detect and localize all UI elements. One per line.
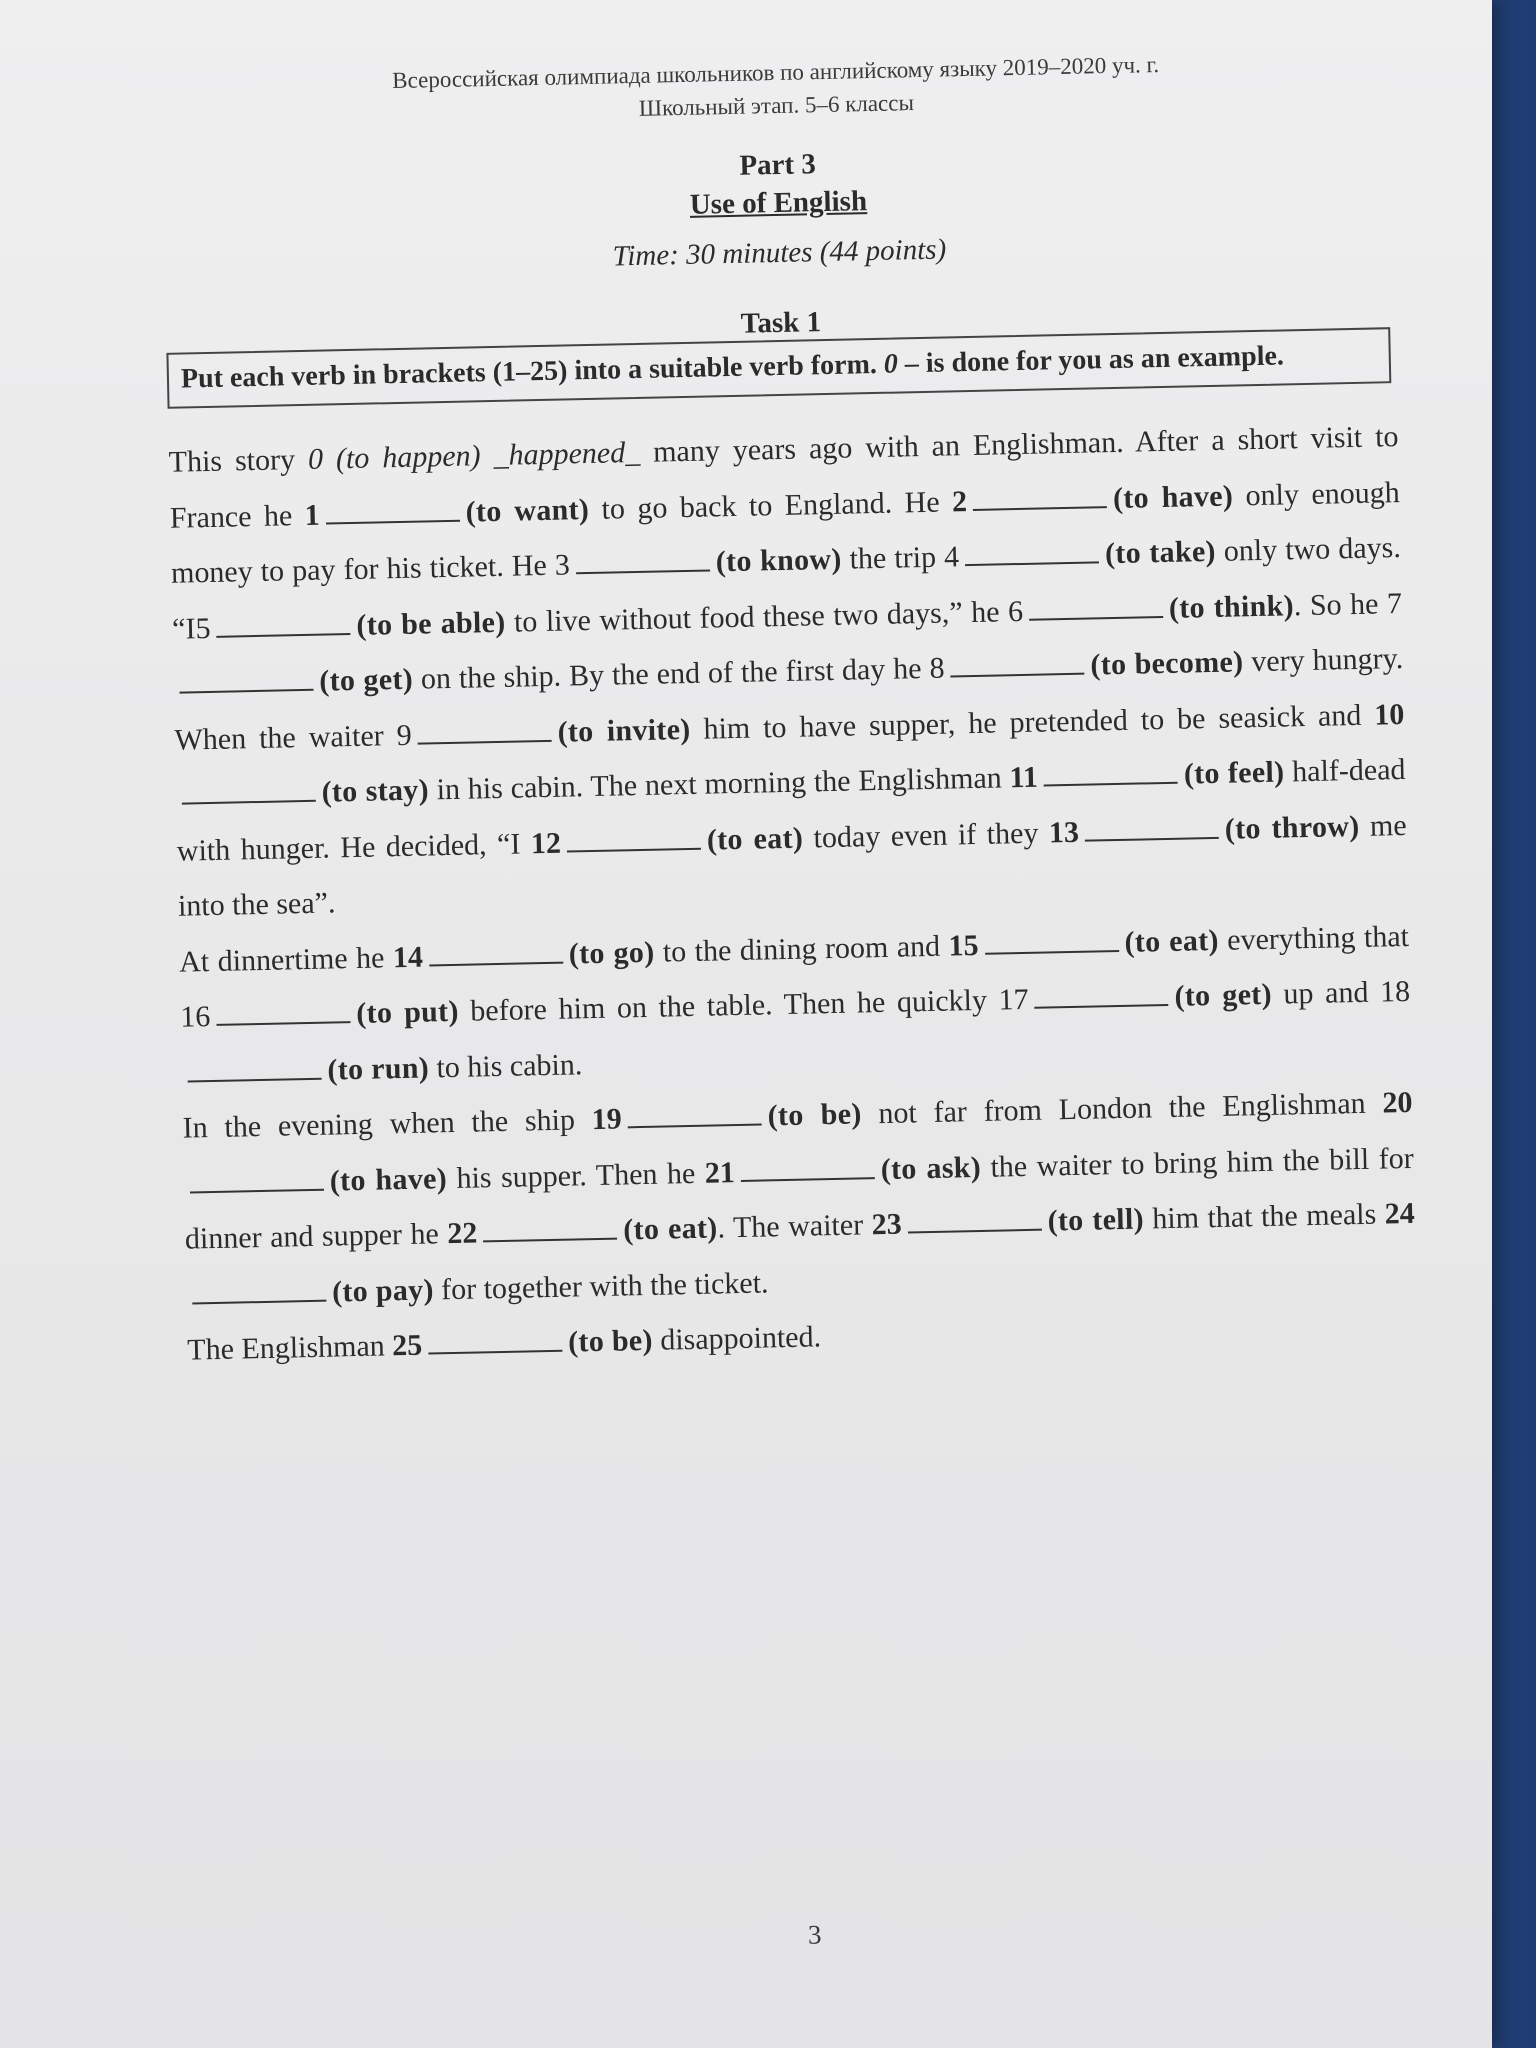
gap-number: 19 bbox=[591, 1102, 623, 1137]
answer-blank[interactable] bbox=[190, 1166, 324, 1193]
verb-prompt: (to ask) bbox=[880, 1150, 982, 1186]
verb-prompt: (to throw) bbox=[1224, 809, 1360, 846]
answer-blank[interactable] bbox=[1085, 814, 1219, 841]
gap-number: 1 bbox=[304, 498, 321, 532]
story-text-segment: to his cabin. bbox=[436, 1047, 583, 1084]
verb-prompt: (to be) bbox=[567, 1323, 654, 1359]
answer-blank[interactable] bbox=[740, 1155, 874, 1182]
story-paragraph-1 bbox=[168, 409, 1408, 934]
task-title: Task 1 bbox=[740, 306, 822, 340]
story-text-segment: on the ship. By the end of the first day he bbox=[420, 652, 922, 696]
story-text-segment: his supper. Then he bbox=[456, 1156, 696, 1195]
story-text-segment: not far from London the Englishman bbox=[878, 1086, 1366, 1131]
answer-blank[interactable] bbox=[429, 939, 563, 966]
story-text-segment: to the dining room and bbox=[662, 929, 941, 969]
answer-blank[interactable] bbox=[627, 1102, 761, 1129]
verb-prompt: (to know) bbox=[715, 542, 842, 579]
gap-number: 2 bbox=[951, 484, 968, 518]
verb-prompt: (to stay) bbox=[321, 773, 430, 809]
verb-prompt: (to get) bbox=[318, 662, 414, 698]
story-text-segment: before him on the table. Then he quickly bbox=[469, 983, 988, 1028]
answer-blank[interactable] bbox=[325, 497, 459, 524]
verb-prompt: (to take) bbox=[1104, 534, 1217, 571]
example-verb: (to happen) bbox=[335, 439, 481, 476]
story-text-segment: the waiter to bring him the bill for dinner and supper he bbox=[184, 1141, 1414, 1256]
verb-prompt: (to go) bbox=[568, 935, 655, 971]
story-text-segment: At dinnertime he bbox=[178, 940, 385, 979]
answer-blank[interactable] bbox=[907, 1207, 1041, 1234]
answer-blank[interactable] bbox=[965, 539, 1099, 566]
answer-blank[interactable] bbox=[1044, 760, 1178, 787]
story-text-segment: only two days. “I bbox=[171, 531, 1402, 646]
answer-blank[interactable] bbox=[1029, 594, 1163, 621]
answer-blank[interactable] bbox=[973, 484, 1107, 511]
gap-number: 16 bbox=[179, 1000, 211, 1034]
gap-number: 9 bbox=[396, 718, 413, 752]
answer-blank[interactable] bbox=[428, 1328, 562, 1355]
gap-number: 7 bbox=[1386, 586, 1403, 620]
story-text-segment: to live without food these two days,” he bbox=[513, 594, 1000, 639]
gap-number: 5 bbox=[195, 611, 211, 645]
gap-number: 12 bbox=[530, 826, 562, 860]
story-paragraph-2 bbox=[179, 908, 1412, 1100]
story-text-segment: . The waiter bbox=[717, 1208, 864, 1245]
answer-blank[interactable] bbox=[567, 825, 701, 852]
section-title: Use of English bbox=[689, 185, 868, 221]
instruction-text: Put each verb in brackets (1–25) into a suitable verb form. bbox=[180, 348, 878, 395]
story-text-segment: me into the sea”. bbox=[177, 808, 1407, 923]
gap-number: 4 bbox=[943, 540, 960, 574]
story-paragraph-3 bbox=[182, 1075, 1416, 1323]
story-text-segment: The Englishman bbox=[186, 1329, 386, 1367]
verb-prompt: (to invite) bbox=[557, 712, 691, 749]
story-text-segment: the trip bbox=[849, 540, 937, 576]
story-text-segment: today even if they bbox=[813, 816, 1039, 854]
gap-number: 22 bbox=[447, 1216, 478, 1251]
gap-number: 10 bbox=[1373, 697, 1405, 732]
gap-number: 11 bbox=[1009, 760, 1039, 795]
olympiad-header bbox=[160, 43, 1391, 135]
story-text-segment: many years ago with an Englishman. After a short visit to France he bbox=[169, 420, 1399, 535]
answer-blank[interactable] bbox=[1034, 982, 1168, 1009]
answer-blank[interactable] bbox=[192, 1277, 326, 1304]
story-text-segment: . So he bbox=[1293, 586, 1379, 622]
verb-prompt: (to become) bbox=[1090, 645, 1244, 682]
verb-prompt: (to want) bbox=[465, 492, 590, 529]
page-number: 3 bbox=[807, 1919, 822, 1950]
story-text-segment: him that the meals bbox=[1151, 1197, 1377, 1236]
verb-prompt: (to put) bbox=[355, 994, 460, 1030]
story-text-segment: in his cabin. The next morning the Englishman bbox=[436, 761, 1003, 807]
answer-blank[interactable] bbox=[181, 778, 315, 805]
verb-prompt: (to eat) bbox=[706, 821, 804, 857]
verb-prompt: (to have) bbox=[1112, 479, 1234, 515]
story-text bbox=[168, 409, 1417, 1378]
story-text-segment: only enough money to pay for his ticket. He bbox=[170, 475, 1400, 590]
verb-prompt: (to think) bbox=[1168, 588, 1295, 625]
gap-number: 23 bbox=[871, 1207, 902, 1242]
answer-blank[interactable] bbox=[187, 1055, 321, 1082]
gap-number: 13 bbox=[1048, 815, 1080, 849]
story-intro: This story bbox=[168, 443, 296, 479]
example-answer: _happened_ bbox=[493, 435, 641, 472]
document-page bbox=[160, 27, 1431, 2032]
story-text-segment: for together with the ticket. bbox=[440, 1265, 769, 1306]
story-text-segment: half-dead with hunger. He decided, “I bbox=[176, 752, 1406, 868]
verb-prompt: (to tell) bbox=[1047, 1202, 1145, 1238]
verb-prompt: (to be) bbox=[767, 1097, 862, 1133]
verb-prompt: (to get) bbox=[1174, 977, 1273, 1013]
verb-prompt: (to run) bbox=[327, 1050, 430, 1087]
verb-prompt: (to be able) bbox=[356, 605, 506, 642]
gap-number: 21 bbox=[704, 1155, 736, 1190]
story-text-segment: In the evening when the ship bbox=[182, 1103, 576, 1145]
gap-number: 8 bbox=[929, 651, 945, 685]
gap-number: 17 bbox=[998, 982, 1029, 1017]
gap-number: 20 bbox=[1382, 1085, 1413, 1120]
story-text-segment: him to have supper, he pretended to be seasick and bbox=[703, 698, 1362, 746]
answer-blank[interactable] bbox=[576, 547, 710, 574]
answer-blank[interactable] bbox=[950, 651, 1084, 678]
gap-number: 3 bbox=[554, 548, 571, 582]
answer-blank[interactable] bbox=[179, 667, 313, 694]
answer-blank[interactable] bbox=[483, 1216, 617, 1243]
example-number: 0 bbox=[307, 442, 324, 476]
part-title: Part 3 bbox=[739, 148, 817, 182]
verb-prompt: (to pay) bbox=[331, 1272, 434, 1309]
story-text-segment: up and bbox=[1283, 975, 1369, 1011]
answer-blank[interactable] bbox=[216, 611, 350, 638]
answer-blank[interactable] bbox=[417, 717, 551, 744]
gap-number: 6 bbox=[1007, 594, 1024, 628]
verb-prompt: (to feel) bbox=[1183, 755, 1285, 791]
gap-number: 24 bbox=[1384, 1196, 1416, 1231]
gap-number: 14 bbox=[392, 940, 424, 974]
answer-blank[interactable] bbox=[984, 928, 1118, 955]
gap-number: 25 bbox=[391, 1328, 423, 1363]
story-text-segment: to go back to England. He bbox=[601, 485, 940, 526]
gap-number: 15 bbox=[948, 928, 979, 963]
story-text-segment: everything that bbox=[1226, 919, 1410, 957]
verb-prompt: (to eat) bbox=[1124, 923, 1220, 959]
verb-prompt: (to eat) bbox=[622, 1211, 718, 1247]
instruction-tail: – is done for you as an example. bbox=[904, 340, 1285, 380]
instruction-example-number: 0 bbox=[883, 348, 899, 380]
gap-number: 18 bbox=[1379, 974, 1411, 1009]
story-text-segment: very hungry. When the waiter bbox=[174, 641, 1404, 757]
header-line-1: Всероссийская олимпиада школьников по английскому языку 2019–2020 уч. г. bbox=[392, 51, 1160, 94]
answer-blank[interactable] bbox=[216, 999, 350, 1026]
verb-prompt: (to have) bbox=[329, 1161, 448, 1198]
header-line-2: Школьный этап. 5–6 классы bbox=[638, 90, 915, 121]
time-limit: Time: 30 minutes (44 points) bbox=[612, 233, 947, 273]
story-text-segment: disappointed. bbox=[659, 1320, 822, 1357]
